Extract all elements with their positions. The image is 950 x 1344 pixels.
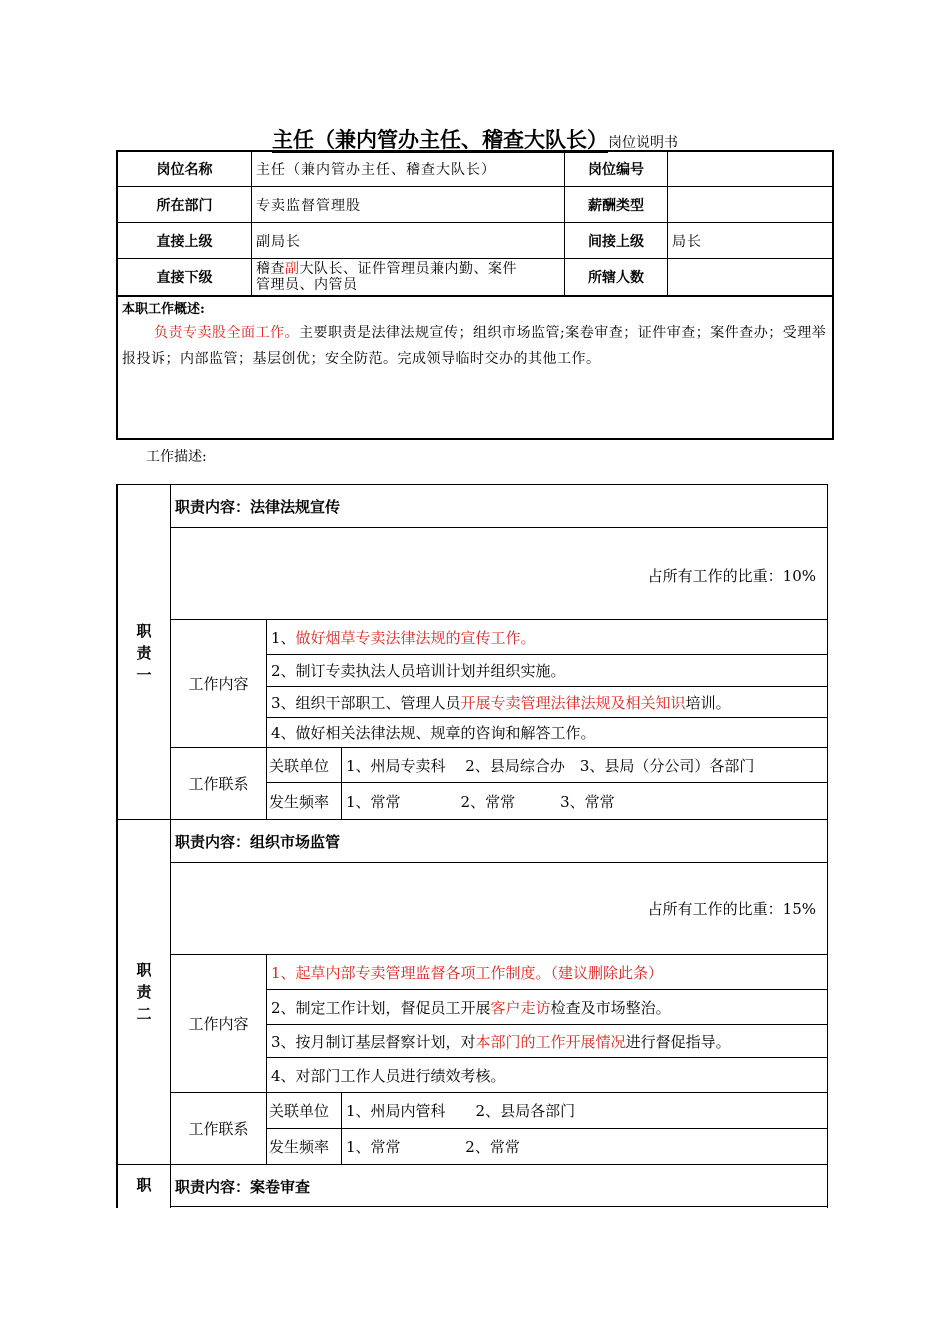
value-headcount bbox=[668, 259, 832, 295]
duty-block-2 bbox=[116, 819, 828, 1164]
work-description-label: 工作描述: bbox=[146, 449, 207, 465]
overview-text: 负责专卖股全面工作。主要职责是法律法规宣传；组织市场监管;案卷审查；证件审查；案件查办；受理举报投诉；内部监管；基层创优；安全防范。完成领导临时交办的其他工作。 bbox=[122, 325, 827, 367]
label-direct-superior: 直接上级 bbox=[156, 233, 213, 250]
duty-content-3: 职责内容：案卷审查 bbox=[175, 1177, 311, 1196]
frequency-value-2: 1、常常 2、常常 bbox=[346, 1138, 520, 1156]
related-unit-value-2: 1、州局内管科 2、县局各部门 bbox=[346, 1102, 576, 1120]
duty-2-item-3: 3、按月制订基层督察计划，对 本部门的工作开展情况 进行督促指导。 bbox=[271, 1032, 731, 1051]
frequency-label-2: 发生频率 bbox=[269, 1138, 330, 1156]
duty-label-3: 职 bbox=[136, 1176, 152, 1194]
value-position-code bbox=[668, 152, 832, 186]
duty-2-item-2: 2、制定工作计划，督促员工开展 客户走访 检查及市场整治。 bbox=[271, 998, 671, 1017]
duty-1-item-2: 2、制订专卖执法人员培训计划并组织实施。 bbox=[271, 662, 566, 680]
title-main: 主任（兼内管办主任、稽查大队长） bbox=[272, 127, 608, 152]
work-contact-label-2: 工作联系 bbox=[188, 1120, 249, 1138]
duty-1-item-4: 4、做好相关法律法规、规章的咨询和解答工作。 bbox=[271, 724, 596, 742]
work-content-label-2: 工作内容 bbox=[188, 1015, 249, 1033]
work-contact-label-1: 工作联系 bbox=[188, 775, 249, 793]
position-info-table bbox=[116, 150, 834, 440]
value-salary-type bbox=[668, 187, 832, 222]
frequency-value-1: 1、常常 2、常常 3、常常 bbox=[346, 792, 615, 811]
duty-label-2: 职 责 二 bbox=[136, 961, 152, 1023]
duty-2-item-4: 4、对部门工作人员进行绩效考核。 bbox=[271, 1066, 506, 1085]
duty-weight-2: 占所有工作的比重：15% bbox=[647, 899, 816, 918]
label-department: 所在部门 bbox=[156, 197, 213, 214]
value-department: 专卖监督管理股 bbox=[256, 197, 361, 214]
label-salary-type: 薪酬类型 bbox=[588, 197, 644, 214]
label-direct-subordinate: 直接下级 bbox=[156, 270, 213, 286]
duty-1-item-1: 1、 做好烟草专卖法律法规的宣传工作。 bbox=[271, 628, 536, 647]
overview-title: 本职工作概述: bbox=[122, 302, 205, 317]
frequency-label-1: 发生频率 bbox=[269, 792, 330, 811]
value-direct-subordinate: 稽查副大队长、证件管理员兼内勤、案件 管理员、内管员 bbox=[256, 261, 517, 293]
duty-block-3 bbox=[116, 1164, 828, 1208]
duty-block-1 bbox=[116, 484, 828, 819]
duty-content-1: 职责内容：法律法规宣传 bbox=[175, 497, 341, 516]
label-indirect-superior: 间接上级 bbox=[588, 233, 644, 250]
label-headcount: 所辖人数 bbox=[588, 270, 644, 286]
value-indirect-superior: 局长 bbox=[672, 233, 702, 250]
duty-weight-1: 占所有工作的比重：10% bbox=[647, 566, 816, 585]
duty-1-item-3: 3、组织干部职工、管理人员 开展专卖管理法律法规及相关知识 培训。 bbox=[271, 693, 731, 712]
label-position-name: 岗位名称 bbox=[156, 162, 213, 178]
title-sub: 岗位说明书 bbox=[608, 135, 678, 151]
duty-2-item-1: 1、起草内部专卖管理监督各项工作制度。（建议删除此条） bbox=[271, 963, 664, 982]
work-content-label-1: 工作内容 bbox=[188, 675, 249, 693]
related-unit-value-1: 1、州局专卖科 2、县局综合办 3、县局（分公司）各部门 bbox=[346, 756, 755, 775]
duty-content-2: 职责内容：组织市场监管 bbox=[175, 832, 341, 851]
related-unit-label-1: 关联单位 bbox=[269, 756, 330, 775]
value-position-name: 主任（兼内管办主任、稽查大队长） bbox=[256, 162, 496, 178]
label-position-code: 岗位编号 bbox=[588, 162, 644, 178]
duty-label-1: 职 责 一 bbox=[136, 622, 152, 684]
related-unit-label-2: 关联单位 bbox=[269, 1102, 330, 1120]
value-direct-superior: 副局长 bbox=[256, 233, 301, 250]
